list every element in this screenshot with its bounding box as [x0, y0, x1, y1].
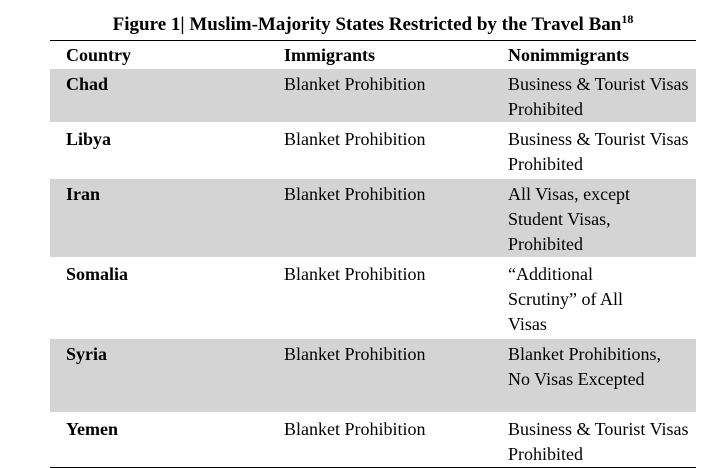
country-cell: Somalia — [50, 258, 268, 338]
figure-caption — [50, 10, 696, 40]
nonimmigrants-cell: All Visas, except Student Visas, Prohibited — [492, 178, 696, 258]
table-row-iran — [50, 178, 696, 258]
column-header-nonimmigrants: Nonimmigrants — [508, 45, 629, 65]
nonimmigrants-cell: Business & Tourist Visas Prohibited — [492, 123, 696, 178]
immigrants-cell: Blanket Prohibition — [268, 123, 492, 178]
nonimmigrants-cell: Business & Tourist Visas Prohibited — [492, 69, 696, 123]
table-header-row — [50, 41, 696, 70]
immigrants-cell: Blanket Prohibition — [268, 413, 492, 468]
immigrants-cell: Blanket Prohibition — [268, 178, 492, 258]
country-cell: Libya — [50, 123, 268, 178]
nonimmigrants-cell: Blanket Prohibitions, No Visas Excepted — [492, 338, 696, 413]
table-row-syria — [50, 338, 696, 413]
column-header-country: Country — [66, 45, 132, 65]
table-row-chad — [50, 69, 696, 123]
table-row-yemen — [50, 413, 696, 468]
country-cell: Syria — [50, 338, 268, 413]
column-header-immigrants: Immigrants — [284, 45, 375, 65]
country-cell: Chad — [50, 69, 268, 123]
nonimmigrants-cell: Business & Tourist Visas Prohibited — [492, 413, 696, 468]
immigrants-cell: Blanket Prohibition — [268, 69, 492, 123]
figure — [50, 10, 696, 468]
immigrants-cell: Blanket Prohibition — [268, 338, 492, 413]
table-row-somalia — [50, 258, 696, 338]
travel-ban-table — [50, 40, 696, 468]
footnote-marker[interactable]: 18 — [621, 12, 634, 26]
country-cell: Iran — [50, 178, 268, 258]
table-row-libya — [50, 123, 696, 178]
caption-title: Figure 1| Muslim-Majority States Restricted by the Travel Ban — [112, 14, 622, 35]
country-cell: Yemen — [50, 413, 268, 468]
immigrants-cell: Blanket Prohibition — [268, 258, 492, 338]
nonimmigrants-cell: “Additional Scrutiny” of All Visas — [492, 258, 696, 338]
